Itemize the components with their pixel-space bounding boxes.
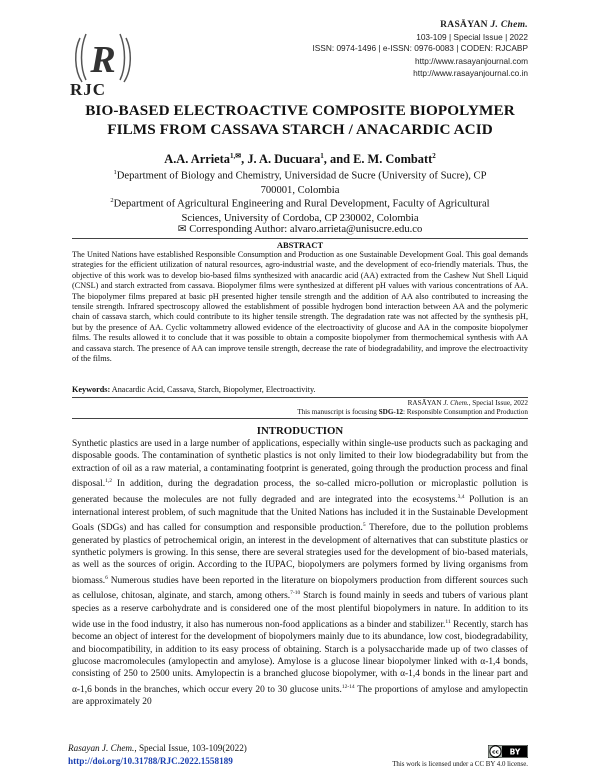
footer-citation: Rasayan J. Chem., Special Issue, 103-109(2022) [68, 743, 247, 753]
logo-text: RJC [70, 80, 107, 99]
issn-line: ISSN: 0974-1496 | e-ISSN: 0976-0083 | CODEN: RJCABP [312, 43, 528, 53]
abstract-top-rule [72, 238, 528, 239]
article-title: BIO-BASED ELECTROACTIVE COMPOSITE BIOPOLYMER FILMS FROM CASSAVA STARCH / ANACARDIC ACID [85, 102, 515, 138]
meta-bottom-rule [72, 418, 528, 419]
abstract-text: The United Nations have established Responsible Consumption and Production as one Sustainable Development Goal. This goal demands strategies for the efficient utilization of natural resources, agro-industrial waste, and the development of eco-friendly materials. Thus, the objective of this work was to develop bio-based films synthesized with anacardic acid (AA) extracted from the Cashew Nut Shell Liquid (CNSL) and starch extracted from cassava. Biopolymer films were synthesized at different pH values with various concentrations of AA. The biopolymer films prepared at basic pH presented higher tensile strength and the addition of AA also contributed to increasing the tensile strength. Infrared spectroscopy allowed the establishment of possible hydrogen bond interaction between AA and the polymeric chain of cassava starch, which could contribute to its higher tensile strength. The degradation rate was not affected by the synthesis pH, but by the presence of AA. Cyclic voltammetry allowed evidence of the electroactivity of glucose and AA in the composite biopolymer films. The results allowed it to conclude that it was possible to obtain a composite biopolymer from thermochemical synthesis with AA and cassava starch. The presence of AA can improve tensile strength, decrease the rate of biodegradability, and improve the electroactivity of the films. [72, 250, 528, 364]
journal-name: RASĀYAN J. Chem. [440, 20, 528, 30]
affiliation-1: $^1$Department of Biology and Chemistry, Universidad de Sucre (University of Sucre), CP 700001, Colombia [113, 169, 487, 196]
author-list: A.A. Arrieta$^{1,✉}$, J. A. Ducuara$^1$, and E. M. Combatt$^2$ [164, 152, 436, 167]
envelope-icon: ✉ [177, 224, 187, 235]
introduction-text: Synthetic plastics are used in a large number of applications, especially within single-use products such as packaging and disposable goods. The contamination of synthetic plastics is not only limited to their low biodegradability but from the extraction of oil as a raw material, a contaminating footprint is generated, going through the production process and final disposal.$^{1,2}$ In addition, during the degradation process, the so-called micro-pollution or microplastic pollution is generated because the molecules are not fully degraded and are integrated into the ecosystems.$^{3,4}$ Pollution is an international interest problem, of such magnitude that the United Nations has included it in the Sustainable Development Goals (SDGs) and has called for consumption and responsible production.$^5$ Therefore, due to the pollution problems generated by plastics of petrochemical origin, an interest in the development of alternatives that can substitute plastics or synthetic polymers is growing. In this sense, there are several strategies used for the development of bio-based materials, as well as the sources of origin. According to the IUPAC, biopolymers are polymers formed by living organisms from biomass.$^6$ Numerous studies have been reported in the literature on biopolymers production from different sources such as cellulose, chitosan, alginate, and starch, among others.$^{7-10}$ Starch is found mainly in seeds and tubers of various plant species as a reserve carbohydrate and is considered one of the most plentiful biopolymers in nature. In addition to its wide use in the food industry, it also has numerous non-food applications as a binder and stabilizer.$^{11}$ Recently, starch has become an object of interest for the development of biopolymers mainly due to its abundance, low cost, biodegradability, and biocompatibility, in addition to its easy process of obtaining. Starch is a polysaccharide made up of two classes of glucose macromolecules (amylopectin and amylose). Amylose is a glucose linear biopolymer linked with α-1,4 bonds, consisting of 250 to 2500 units. Amylopectin is a branched glucose biopolymer, with α-1,4 bonds in the linear part and α-1,6 bonds in the branches, which occur every 20 to 30 glucose units.$^{12-14}$ The proportions of amylose and amylopectin are approximately 20 [72, 439, 529, 708]
cc-by-badge[interactable] [488, 745, 528, 758]
by-label: BY [509, 747, 521, 757]
affiliation-2: $^2$Department of Agricultural Engineering and Rural Development, Faculty of Agricultural Sciences, University of Cordoba, CP 230002, Colombia [110, 197, 490, 224]
abstract-bottom-rule [72, 397, 528, 398]
license-text: This work is licensed under a CC BY 4.0 license. [392, 761, 528, 768]
abstract-heading: ABSTRACT [276, 240, 324, 250]
journal-url-com[interactable]: http://www.rasayanjournal.com [415, 56, 528, 66]
cc-icon: cc [492, 749, 499, 756]
introduction-heading: INTRODUCTION [256, 425, 344, 437]
sdg-focus-line: This manuscript is focusing SDG-12: Responsible Consumption and Production [297, 408, 528, 416]
keywords: Keywords: Anacardic Acid, Cassava, Starch, Biopolymer, Electroactivity. [72, 385, 316, 394]
issue-line: 103-109 | Special Issue | 2022 [416, 32, 528, 42]
journal-url-coin[interactable]: http://www.rasayanjournal.co.in [413, 68, 528, 78]
corresponding-author: ✉ Corresponding Author: alvaro.arrieta@unisucre.edu.co [177, 224, 423, 235]
doi-link[interactable]: http://doi.org/10.31788/RJC.2022.1558189 [68, 756, 233, 766]
journal-citation-meta: RASĀYAN J. Chem., Special Issue, 2022 [407, 399, 528, 407]
svg-text:R: R [90, 39, 116, 81]
